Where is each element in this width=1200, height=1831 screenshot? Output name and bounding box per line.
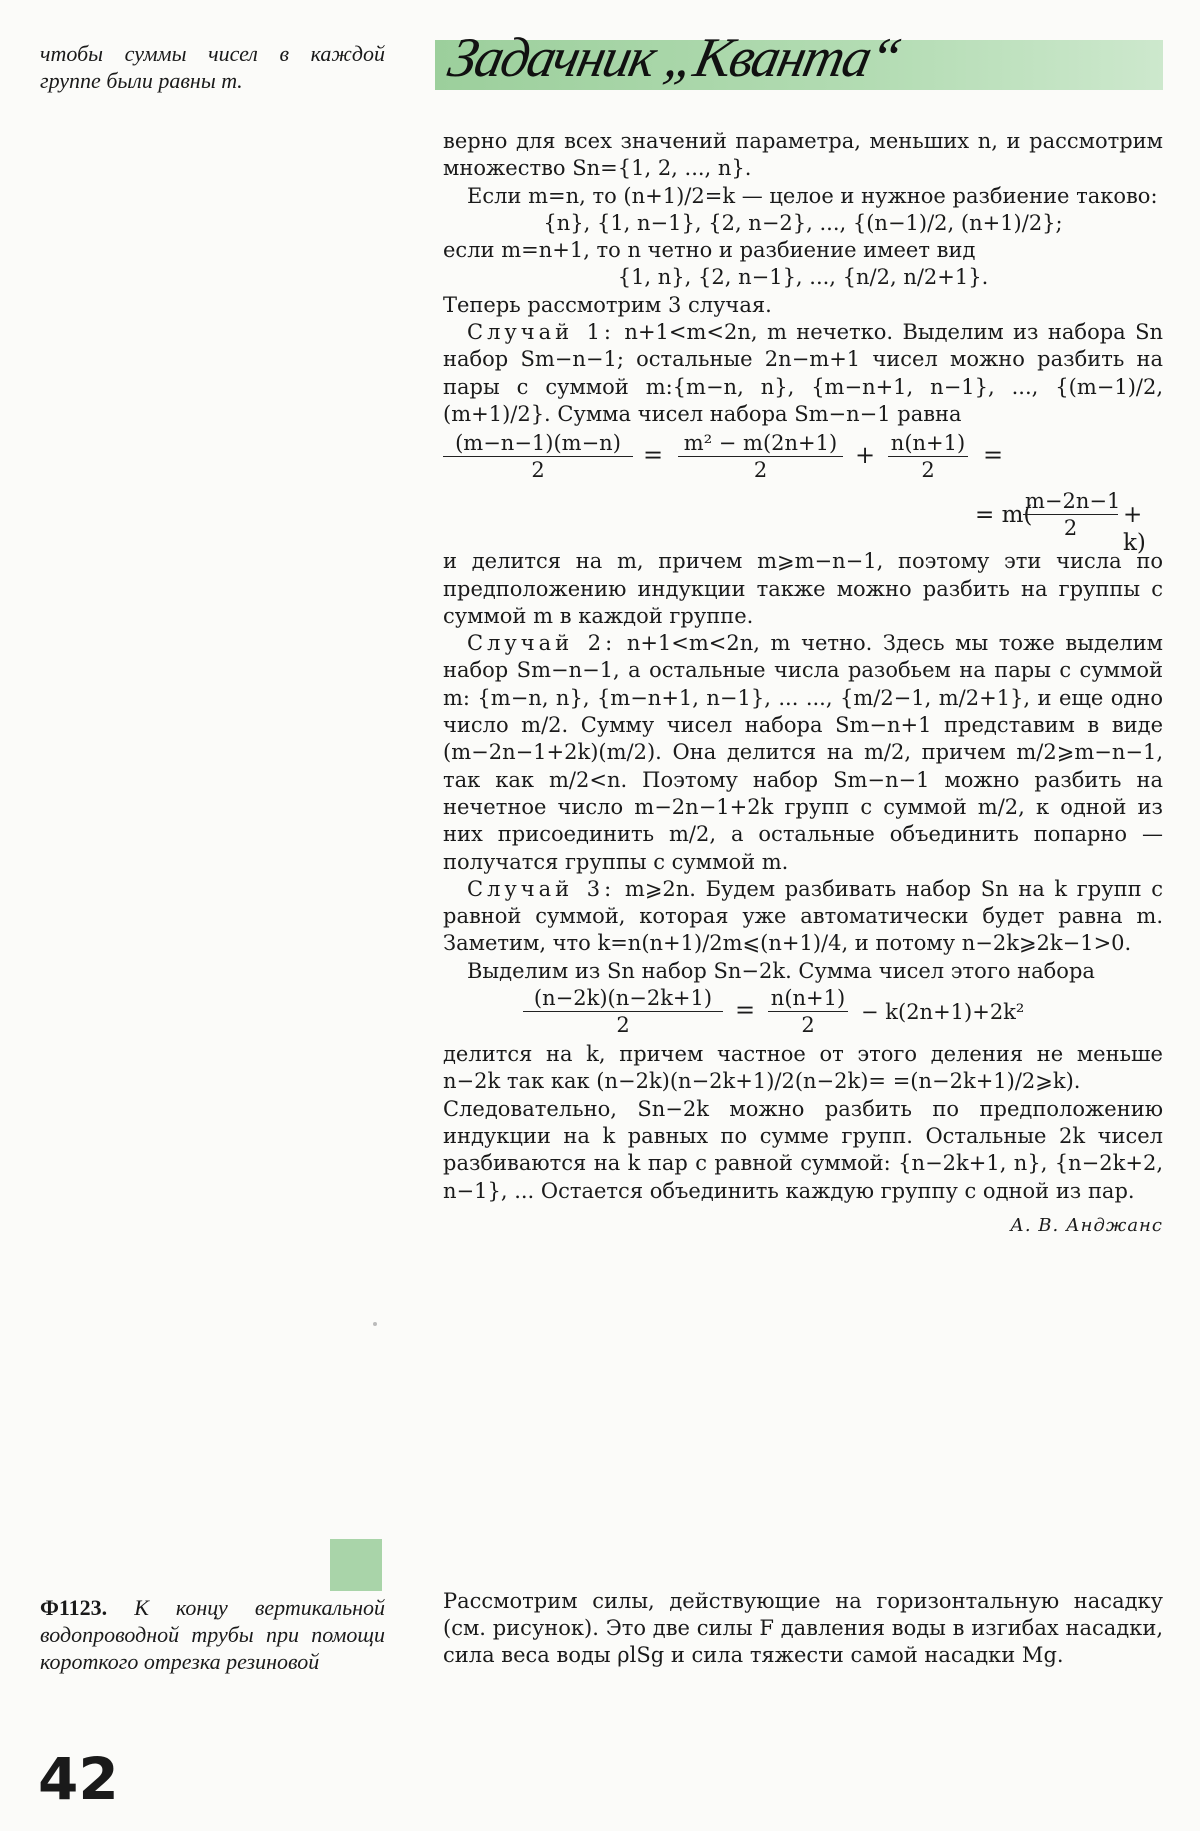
margin-speck [373, 1322, 377, 1326]
paragraph: Выделим из Sn набор Sn−2k. Сумма чисел этого набора [467, 958, 1095, 983]
paragraph: верно для всех значений параметра, меньших n, и рассмотрим множество Sn={1, 2, ..., n}. [443, 129, 1163, 181]
paragraph: Теперь рассмотрим 3 случая. [443, 292, 772, 317]
author-line [443, 1211, 1163, 1239]
page-number: 42 [38, 1745, 119, 1813]
formula-prefix: = m( [975, 502, 1033, 529]
solution-text [443, 1588, 1163, 1669]
case-text: n+1<m<2n, m четно. Здесь мы тоже выделим набор Sm−n−1, а остальные числа разобьем на пары с суммой m: {m−n, n}, {m−n+1, n−1}, ... ..., {m/2−1, m/2+1}, и еще одно число m/2. Сумму чисел набора Sm−n+1 представим в виде (m−2n−1+2k)(m/2). Она делится на m/2, причем m/2⩾m−n−1, так как m/2<n. Поэтому набор Sm−n−1 можно разбить на нечетное число m−2n−1+2k групп с суммой m/2, к одной из них присоединить m/2, а остальные объединить попарно — получатся группы с суммой m. [443, 631, 1163, 874]
formula-tail: − k(2n+1)+2k² [861, 1000, 1025, 1025]
paragraph: делится на k, причем частное от этого деления не меньше n−2k так как (n−2k)(n−2k+1)/2(n−2k)= =(n−2k+1)/2⩾k). [443, 1042, 1163, 1094]
section-title: Задачник „Кванта“ [443, 27, 905, 89]
fraction: $\frac{m-2n-1}{2}$ [1025, 489, 1121, 541]
paragraph: если m=n+1, то n четно и разбиение имеет вид [443, 238, 976, 263]
paragraph: Если m=n, то (n+1)/2=k — целое и нужное разбиение таково: [467, 183, 1158, 208]
case-text: m⩾2n. Будем разбивать набор Sn на k групп с равной суммой, которая уже автоматически будет равна m. Заметим, что k=n(n+1)/2m⩽(n+1)/4, и потому n−2k⩾2k−1>0. [443, 876, 1164, 956]
fraction: $\frac{n(n+1)}{2}$ [768, 985, 848, 1038]
equation: {n}, {1, n−1}, {2, n−2}, ..., {(n−1)/2, (n+1)/2}; [543, 210, 1063, 235]
side-note-text: чтобы суммы чисел в каждой группе были равны m. [40, 41, 385, 93]
formula-2 [443, 985, 1163, 1041]
case-2 [443, 630, 1163, 876]
fraction: $\frac{(n-2k)(n-2k+1)}{2}$ [523, 985, 723, 1038]
case-3 [443, 876, 1163, 958]
side-note [40, 40, 385, 94]
author: А. В. Анджанс [1010, 1214, 1163, 1236]
formula-1-line-1 [443, 428, 1163, 486]
paragraph: Следовательно, Sn−2k можно разбить по предположению индукции на k равных по сумме групп. Остальные 2k чисел разбиваются на k пар с равной суммой: {n−2k+1, n}, {n−2k+2, n−1}, ... Остается объединить каждую группу с одной из пар. [443, 1096, 1163, 1203]
section-marker [330, 1539, 382, 1591]
problem-text: К концу вертикальной водопроводной трубы при помощи короткого отрезка резиновой [40, 1595, 385, 1674]
paragraph: Рассмотрим силы, действующие на горизонтальную насадку (см. рисунок). Это две силы F давления воды в изгибах насадки, сила веса воды ρlSg и сила тяжести самой насадки Mg. [443, 1589, 1163, 1667]
equals-sign: = [735, 996, 756, 1025]
fraction: $\frac{(m-n-1)(m-n)}{2}$ [443, 430, 633, 483]
fraction: $\frac{\text{m² − m(2n+1)}}{2}$ [678, 430, 843, 483]
problem-statement [40, 1594, 385, 1675]
plus-sign: + [855, 441, 876, 470]
case-label: Случай 2: [467, 631, 617, 656]
main-column [443, 128, 1163, 1239]
case-text: n+1<m<2n, m нечетко. Выделим из набора Sn набор Sm−n−1; остальные 2n−m+1 чисел можно разбить на пары с суммой m:{m−n, n}, {m−n+1, n−1}, ..., {(m−1)/2, (m+1)/2}. Сумма чисел набора Sm−n−1 равна [443, 320, 1163, 426]
fraction: $\frac{n(n+1)}{2}$ [888, 430, 968, 483]
paragraph: и делится на m, причем m⩾m−n−1, поэтому эти числа по предположению индукции также можно разбить на группы с суммой m в каждой группе. [443, 549, 1163, 628]
case-1 [443, 319, 1163, 428]
equals-sign: = [983, 441, 1004, 470]
equation: {1, n}, {2, n−1}, ..., {n/2, n/2+1}. [617, 265, 989, 290]
case-label: Случай 3: [467, 876, 616, 901]
problem-label: Ф1123. [40, 1595, 108, 1620]
case-label: Случай 1: [467, 320, 616, 345]
formula-suffix: + k) [1123, 502, 1146, 556]
equals-sign: = [643, 441, 664, 470]
formula-1-line-2 [443, 486, 1163, 556]
